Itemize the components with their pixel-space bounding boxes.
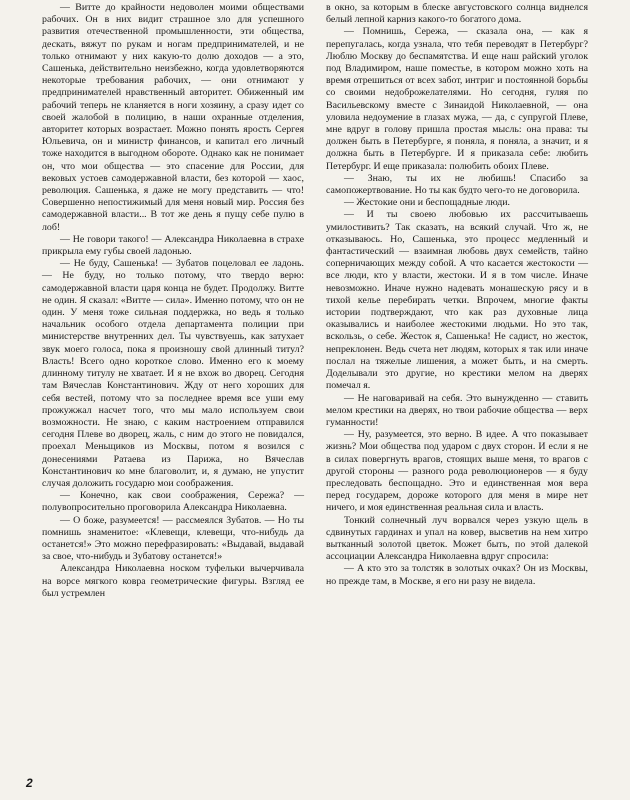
paragraph: Александра Николаевна носком туфельки вычерчивала на ворсе мягкого ковра геометрические фигуры. Взгляд ее был устремлен: [42, 563, 304, 599]
paragraph: — Помнишь, Сережа, — сказала она, — как я перепугалась, когда узнала, что тебя переводят в Петербург? Люблю Москву до беспамятства. И еще наш райский уголок под Владимиром, наше поместье, в котором можно хоть на время отрешиться от всех забот, интриг и постоянной борьбы со своими недоброжелателями. Но сегодня, гуляя по Васильевскому вместе с Зинаидой Николаевной, — она уловила недоумение в глазах мужа, — да, с супругой Плеве, мне вдруг в голову пришла простая мысль: она права: ты должен быть в Петербурге, я поняла, я поняла, а значит, и я должна быть в Петербурге. И я приказала себе: любить Петербург. И еще приказала: полюбить обоих Плеве.: [326, 26, 588, 172]
paragraph: Тонкий солнечный луч ворвался через узкую щель в сдвинутых гардинах и упал на ковер, высветив на нем хитро вытканный золотой цветок. Может быть, по этой далекой ассоциации Александра Николаевна вдруг спросила:: [326, 514, 588, 563]
left-column: [42, 2, 304, 600]
paragraph: — Жестокие они и беспощадные люди.: [344, 197, 510, 209]
paragraph: — О боже, разумеется! — рассмеялся Зубатов. — Но ты помнишь знаменитое: «Клевещи, клевещи, что-нибудь да останется!» Это можно перефразировать: «Выдавай, выдавай за свое, что-нибудь и Зубатову останется!»: [42, 514, 304, 563]
paragraph: — Не наговаривай на себя. Это вынужденно — ставить мелом крестики на дверях, но твои рабочие общества — верх гуманности!: [326, 392, 588, 428]
paragraph: — Ну, разумеется, это верно. В идее. А что показывает жизнь? Мои общества под ударом с двух сторон. И если я не в силах повергнуть врагов, стоящих выше меня, то врагов с другой стороны — разного рода революционеров — я буду преследовать беспощадно. Это и единственная моя вера перед государем, дороже которого для меня в мире нет ничего, и моя единственная реальная сила и власть.: [326, 429, 588, 514]
paragraph: — Знаю, ты их не любишь! Спасибо за самопожертвование. Но ты как будто чего-то не договорила.: [326, 172, 588, 197]
paragraph: — Витте до крайности недоволен моими обществами рабочих. Он в них видит страшное зло для успешного развития отечественной промышленности, эти общества, дескать, вяжут по рукам и ногам предпринимателей, и не только отнимают у них какую-то долю доходов — а это, Сашенька, действительно неизбежно, когда удовлетворяются некоторые требования рабочих, — они отнимают у предпринимателей нравственный авторитет. Обиженный им рабочий теперь не кланяется в ноги хозяину, а сразу идет со своей жалобой в полицию, в наши охранные отделения, авторитет которых возрастает. Можно понять ярость Сергея Юльевича, он и министр финансов, и капитал его личный тоже находится в выгодном обороте. Однако как не понимает он, что мои общества — это спасение для России, для вековых устоев самодержавной власти, без которой — хаос, революция. Сашенька, я даже не могу представить — что! Совершенно непостижимый для меня новый мир. Россия без самодержавной власти... В тот же день я пущу себе пулю в лоб!: [42, 2, 304, 233]
paragraph: — А кто это за толстяк в золотых очках? Он из Москвы, но прежде там, в Москве, я его ни разу не видела.: [326, 563, 588, 587]
right-column: [326, 2, 588, 588]
page-number: 2: [26, 776, 33, 790]
paragraph: — И ты своею любовью их рассчитываешь умилостивить? Так сказать, на всякий случай. Что ж, не отказываюсь. Но, Сашенька, это процесс медленный и фантастический — взаимная любовь двух семейств, тайно соперничающих между собой. А что касается жестокости — все люди, кто у власти, жестоки. И я в том числе. Иначе невозможно. Иначе нужно надевать монашескую рясу и в тихой келье перебирать четки. Впрочем, многие факты истории подтверждают, что как раз духовные лица оказывались и наиболее жестокими людьми. Но это так, вскользь, о себе. Жесток я, Сашенька! Не садист, но жесток, непреклонен. Ведь счета нет людям, которых я так или иначе послал на тяжелые лишения, а может быть, и на смерть. Доделывали это другие, но крестики мелом на дверях помечал я.: [326, 209, 588, 392]
paragraph: — Конечно, как свои соображения, Сережа? — полувопросительно проговорила Александра Николаевна.: [42, 490, 304, 514]
paragraph-continued: в окно, за которым в блеске августовского солнца виднелся белый лепной карниз какого-то богатого дома.: [326, 2, 588, 26]
paragraph: — Не говори такого! — Александра Николаевна в страхе прикрыла ему губы своей ладонью.: [42, 233, 304, 258]
paragraph: — Не буду, Сашенька! — Зубатов поцеловал ее ладонь. — Не буду, но только потому, что твердо верю: самодержавной власти царя конца не будет. Продолжу. Витте не один. Я сказал: «Витте — сила». Именно потому, что он не один. У меня тоже сильная поддержка, но ведь я только начальник особого отдела департамента полиции при министерстве внутренних дел. Ты чувствуешь, как затухает звук моего голоса, пока я произношу свой длинный титул? Власть! Всего одно короткое слово. Именно его к моему длинному титулу не хватает. И я не вхож во дворец. Сегодня там Вячеслав Константинович. Жду от него хороших для себя вестей, потому что за последнее время все уши ему прожужжал насчет того, что мы мало используем свои возможности. Не знаю, с каким настроением отправился сегодня Плеве во дворец, жаль, с ним до этого не повидался, проехал Меньщиков из Москвы, потом я возился с донесениями Ратаева из Парижа, но Вячеслав Константинович ко мне благоволит, и, я думаю, не упустит случая доложить государю мои соображения.: [42, 258, 304, 489]
